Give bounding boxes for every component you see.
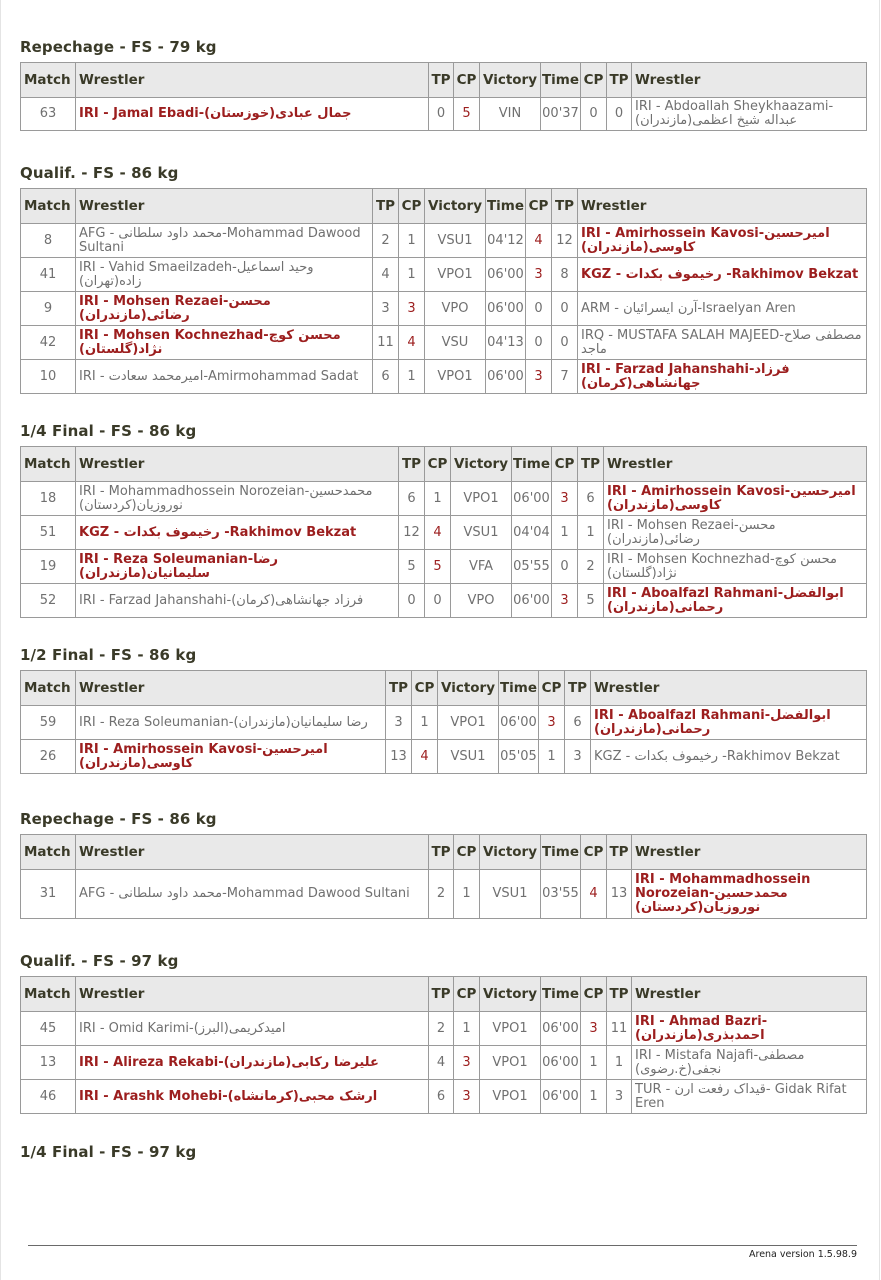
technical-points-left: 12: [399, 516, 425, 550]
classification-points-right: 4: [526, 224, 552, 258]
classification-points-left: 5: [425, 550, 451, 584]
victory-type: VIN: [480, 98, 541, 131]
header-victory: Victory: [480, 977, 541, 1012]
classification-points-left: 3: [454, 1080, 480, 1114]
classification-points-left: 0: [425, 584, 451, 618]
classification-points-right: 3: [526, 360, 552, 394]
match-number: 63: [21, 98, 76, 131]
bracket-section: [20, 646, 866, 774]
header-victory: Victory: [480, 63, 541, 98]
header-match: Match: [21, 835, 76, 870]
technical-points-right: 0: [607, 98, 632, 131]
technical-points-right: 5: [578, 584, 604, 618]
table-header-row: [21, 189, 867, 224]
technical-points-left: 3: [373, 292, 399, 326]
match-number: 59: [21, 706, 76, 740]
header-wrestler: Wrestler: [76, 835, 429, 870]
technical-points-right: 3: [607, 1080, 632, 1114]
classification-points-left: 4: [412, 740, 438, 774]
wrestler-right: IRI - Mistafa Najafi-مصطفی نجفی(خ.رضوی): [632, 1046, 867, 1080]
table-row: [21, 482, 867, 516]
bracket-section: [20, 952, 866, 1114]
header-time: Time: [541, 63, 581, 98]
header-wrestler: Wrestler: [604, 447, 867, 482]
match-time: 03'55: [541, 870, 581, 919]
table-row: [21, 584, 867, 618]
table-row: [21, 740, 867, 774]
bracket-section: [20, 810, 866, 919]
footer-divider: [28, 1245, 857, 1246]
match-time: 06'00: [512, 482, 552, 516]
header-tp: TP: [607, 977, 632, 1012]
header-time: Time: [512, 447, 552, 482]
classification-points-left: 3: [454, 1046, 480, 1080]
header-tp: TP: [565, 671, 591, 706]
technical-points-left: 5: [399, 550, 425, 584]
match-number: 45: [21, 1012, 76, 1046]
bracket-section: [20, 422, 866, 618]
technical-points-left: 4: [429, 1046, 454, 1080]
bracket-section: [20, 164, 866, 394]
header-cp: CP: [526, 189, 552, 224]
wrestler-left: KGZ - رخیموف بکدات -Rakhimov Bekzat: [76, 516, 399, 550]
table-row: [21, 360, 867, 394]
classification-points-right: 3: [552, 482, 578, 516]
technical-points-left: 6: [373, 360, 399, 394]
technical-points-right: 13: [607, 870, 632, 919]
header-tp: TP: [607, 63, 632, 98]
header-wrestler: Wrestler: [76, 189, 373, 224]
match-number: 13: [21, 1046, 76, 1080]
header-cp: CP: [425, 447, 451, 482]
header-victory: Victory: [425, 189, 486, 224]
header-cp: CP: [454, 63, 480, 98]
header-time: Time: [541, 835, 581, 870]
match-time: 06'00: [541, 1012, 581, 1046]
wrestler-right: IRI - Aboalfazl Rahmani-ابوالفضل رحمانی(مازندران): [604, 584, 867, 618]
wrestler-left: IRI - Jamal Ebadi-جمال عبادی(خوزستان): [76, 98, 429, 131]
header-match: Match: [21, 63, 76, 98]
classification-points-right: 0: [526, 326, 552, 360]
victory-type: VSU1: [480, 870, 541, 919]
table-row: [21, 1080, 867, 1114]
classification-points-left: 1: [399, 360, 425, 394]
header-wrestler: Wrestler: [578, 189, 867, 224]
header-wrestler: Wrestler: [76, 671, 386, 706]
wrestler-left: IRI - Reza Soleumanian-رضا سلیمانیان(مازندران): [76, 550, 399, 584]
classification-points-right: 0: [581, 98, 607, 131]
results-table: [20, 976, 867, 1114]
table-header-row: [21, 977, 867, 1012]
technical-points-left: 13: [386, 740, 412, 774]
bracket-section: [20, 1143, 866, 1167]
victory-type: VSU: [425, 326, 486, 360]
wrestler-right: IRI - Mohsen Kochnezhad-محسن کوچ نژاد(گلستان): [604, 550, 867, 584]
table-row: [21, 870, 867, 919]
section-title: Repechage - FS - 86 kg: [20, 810, 217, 828]
header-tp: TP: [429, 977, 454, 1012]
classification-points-right: 1: [581, 1046, 607, 1080]
table-row: [21, 1012, 867, 1046]
header-cp: CP: [454, 977, 480, 1012]
match-time: 05'55: [512, 550, 552, 584]
technical-points-left: 2: [373, 224, 399, 258]
table-header-row: [21, 835, 867, 870]
classification-points-left: 3: [399, 292, 425, 326]
table-row: [21, 706, 867, 740]
wrestler-left: IRI - Mohsen Kochnezhad-محسن کوچ نژاد(گلستان): [76, 326, 373, 360]
table-row: [21, 224, 867, 258]
wrestler-left: IRI - Vahid Smaeilzadeh-وحید اسماعیل زاده(تهران): [76, 258, 373, 292]
header-match: Match: [21, 977, 76, 1012]
wrestler-left: AFG - محمد داود سلطانی-Mohammad Dawood Sultani: [76, 870, 429, 919]
technical-points-left: 6: [429, 1080, 454, 1114]
table-row: [21, 1046, 867, 1080]
table-header-row: [21, 447, 867, 482]
classification-points-right: 4: [581, 870, 607, 919]
match-number: 19: [21, 550, 76, 584]
classification-points-left: 4: [425, 516, 451, 550]
technical-points-right: 0: [552, 292, 578, 326]
header-wrestler: Wrestler: [76, 63, 429, 98]
wrestler-left: IRI - امیرمحمد سعادت-Amirmohammad Sadat: [76, 360, 373, 394]
header-time: Time: [499, 671, 539, 706]
table-row: [21, 98, 867, 131]
header-wrestler: Wrestler: [632, 63, 867, 98]
wrestler-left: IRI - Farzad Jahanshahi-فرزاد جهانشاهی(کرمان): [76, 584, 399, 618]
footer-version: Arena version 1.5.98.9: [749, 1249, 857, 1260]
match-time: 04'12: [486, 224, 526, 258]
technical-points-left: 2: [429, 870, 454, 919]
wrestler-right: IRI - Mohsen Rezaei-محسن رضائی(مازندران): [604, 516, 867, 550]
classification-points-left: 1: [399, 258, 425, 292]
header-cp: CP: [552, 447, 578, 482]
header-cp: CP: [454, 835, 480, 870]
wrestler-right: IRI - Aboalfazl Rahmani-ابوالفضل رحمانی(مازندران): [591, 706, 867, 740]
victory-type: VSU1: [425, 224, 486, 258]
technical-points-right: 0: [552, 326, 578, 360]
table-header-row: [21, 671, 867, 706]
match-number: 31: [21, 870, 76, 919]
section-title: 1/4 Final - FS - 97 kg: [20, 1143, 197, 1161]
technical-points-left: 0: [429, 98, 454, 131]
technical-points-left: 6: [399, 482, 425, 516]
header-wrestler: Wrestler: [632, 835, 867, 870]
match-number: 41: [21, 258, 76, 292]
victory-type: VPO1: [451, 482, 512, 516]
header-cp: CP: [539, 671, 565, 706]
wrestler-left: IRI - Mohammadhossein Norozeian-محمدحسین نوروزیان(کردستان): [76, 482, 399, 516]
classification-points-left: 5: [454, 98, 480, 131]
match-time: 05'05: [499, 740, 539, 774]
victory-type: VPO1: [425, 360, 486, 394]
wrestler-right: KGZ - رخیموف بکدات -Rakhimov Bekzat: [591, 740, 867, 774]
header-time: Time: [541, 977, 581, 1012]
header-cp: CP: [581, 63, 607, 98]
bracket-section: [20, 38, 866, 131]
match-number: 26: [21, 740, 76, 774]
match-time: 04'04: [512, 516, 552, 550]
wrestler-right: IRI - Abdoallah Sheykhaazami-عبداله شیخ اعظمی(مازندران): [632, 98, 867, 131]
match-number: 9: [21, 292, 76, 326]
classification-points-right: 0: [552, 550, 578, 584]
wrestler-right: IRI - Amirhossein Kavosi-امیرحسین کاوسی(مازندران): [604, 482, 867, 516]
classification-points-right: 3: [552, 584, 578, 618]
technical-points-right: 6: [578, 482, 604, 516]
victory-type: VFA: [451, 550, 512, 584]
header-wrestler: Wrestler: [76, 447, 399, 482]
wrestler-left: IRI - Amirhossein Kavosi-امیرحسین کاوسی(مازندران): [76, 740, 386, 774]
classification-points-left: 1: [425, 482, 451, 516]
match-number: 42: [21, 326, 76, 360]
technical-points-right: 11: [607, 1012, 632, 1046]
table-row: [21, 550, 867, 584]
wrestler-right: KGZ - رخیموف بکدات -Rakhimov Bekzat: [578, 258, 867, 292]
technical-points-right: 2: [578, 550, 604, 584]
classification-points-right: 0: [526, 292, 552, 326]
wrestler-right: ARM - آرن ایسرائیان-Israelyan Aren: [578, 292, 867, 326]
table-row: [21, 516, 867, 550]
classification-points-left: 1: [399, 224, 425, 258]
section-title: 1/2 Final - FS - 86 kg: [20, 646, 197, 664]
header-cp: CP: [412, 671, 438, 706]
wrestler-right: IRI - Amirhossein Kavosi-امیرحسین کاوسی(مازندران): [578, 224, 867, 258]
section-title: Qualif. - FS - 97 kg: [20, 952, 179, 970]
match-time: 06'00: [541, 1046, 581, 1080]
classification-points-left: 4: [399, 326, 425, 360]
header-victory: Victory: [480, 835, 541, 870]
header-time: Time: [486, 189, 526, 224]
match-number: 18: [21, 482, 76, 516]
classification-points-left: 1: [412, 706, 438, 740]
victory-type: VPO1: [480, 1080, 541, 1114]
wrestler-right: TUR - قیداک رفعت ارن- Gidak Rifat Eren: [632, 1080, 867, 1114]
table-header-row: [21, 63, 867, 98]
wrestler-left: IRI - Mohsen Rezaei-محسن رضائی(مازندران): [76, 292, 373, 326]
header-match: Match: [21, 189, 76, 224]
wrestler-left: IRI - Reza Soleumanian-رضا سلیمانیان(مازندران): [76, 706, 386, 740]
match-time: 00'37: [541, 98, 581, 131]
wrestler-right: IRI - Ahmad Bazri-احمدبذری(مازندران): [632, 1012, 867, 1046]
victory-type: VSU1: [438, 740, 499, 774]
match-number: 51: [21, 516, 76, 550]
match-number: 8: [21, 224, 76, 258]
classification-points-left: 1: [454, 1012, 480, 1046]
classification-points-right: 1: [552, 516, 578, 550]
match-number: 10: [21, 360, 76, 394]
technical-points-left: 2: [429, 1012, 454, 1046]
header-tp: TP: [429, 835, 454, 870]
classification-points-right: 3: [526, 258, 552, 292]
technical-points-right: 3: [565, 740, 591, 774]
technical-points-right: 7: [552, 360, 578, 394]
header-cp: CP: [581, 977, 607, 1012]
header-tp: TP: [373, 189, 399, 224]
match-time: 06'00: [541, 1080, 581, 1114]
header-tp: TP: [386, 671, 412, 706]
wrestler-left: IRI - Alireza Rekabi-علیرضا رکابی(مازندران): [76, 1046, 429, 1080]
header-wrestler: Wrestler: [76, 977, 429, 1012]
section-title: Repechage - FS - 79 kg: [20, 38, 217, 56]
results-table: [20, 188, 867, 394]
victory-type: VPO: [451, 584, 512, 618]
wrestler-left: AFG - محمد داود سلطانی-Mohammad Dawood Sultani: [76, 224, 373, 258]
match-number: 52: [21, 584, 76, 618]
wrestler-left: IRI - Arashk Mohebi-ارشک محبی(کرمانشاه): [76, 1080, 429, 1114]
header-victory: Victory: [438, 671, 499, 706]
match-time: 04'13: [486, 326, 526, 360]
victory-type: VSU1: [451, 516, 512, 550]
technical-points-right: 6: [565, 706, 591, 740]
technical-points-right: 1: [607, 1046, 632, 1080]
header-wrestler: Wrestler: [632, 977, 867, 1012]
match-time: 06'00: [486, 258, 526, 292]
technical-points-right: 1: [578, 516, 604, 550]
header-wrestler: Wrestler: [591, 671, 867, 706]
match-time: 06'00: [486, 292, 526, 326]
results-table: [20, 670, 867, 774]
header-tp: TP: [429, 63, 454, 98]
technical-points-right: 12: [552, 224, 578, 258]
header-cp: CP: [581, 835, 607, 870]
victory-type: VPO1: [480, 1046, 541, 1080]
classification-points-left: 1: [454, 870, 480, 919]
results-table: [20, 446, 867, 618]
match-number: 46: [21, 1080, 76, 1114]
table-row: [21, 258, 867, 292]
technical-points-left: 0: [399, 584, 425, 618]
classification-points-right: 3: [539, 706, 565, 740]
victory-type: VPO: [425, 292, 486, 326]
victory-type: VPO1: [438, 706, 499, 740]
table-row: [21, 292, 867, 326]
section-title: 1/4 Final - FS - 86 kg: [20, 422, 197, 440]
victory-type: VPO1: [425, 258, 486, 292]
header-match: Match: [21, 671, 76, 706]
wrestler-right: IRI - Mohammadhossein Norozeian-محمدحسین نوروزیان(کردستان): [632, 870, 867, 919]
section-title: Qualif. - FS - 86 kg: [20, 164, 179, 182]
header-cp: CP: [399, 189, 425, 224]
victory-type: VPO1: [480, 1012, 541, 1046]
match-time: 06'00: [486, 360, 526, 394]
technical-points-left: 4: [373, 258, 399, 292]
header-tp: TP: [607, 835, 632, 870]
header-victory: Victory: [451, 447, 512, 482]
classification-points-right: 1: [539, 740, 565, 774]
results-table: [20, 62, 867, 131]
technical-points-right: 8: [552, 258, 578, 292]
header-match: Match: [21, 447, 76, 482]
header-tp: TP: [578, 447, 604, 482]
classification-points-right: 3: [581, 1012, 607, 1046]
technical-points-left: 3: [386, 706, 412, 740]
header-tp: TP: [552, 189, 578, 224]
match-time: 06'00: [512, 584, 552, 618]
technical-points-left: 11: [373, 326, 399, 360]
wrestler-right: IRI - Farzad Jahanshahi-فرزاد جهانشاهی(کرمان): [578, 360, 867, 394]
wrestler-right: IRQ - MUSTAFA SALAH MAJEED-مصطفی صلاح ماجد: [578, 326, 867, 360]
results-table: [20, 834, 867, 919]
match-time: 06'00: [499, 706, 539, 740]
wrestler-left: IRI - Omid Karimi-امیدکریمی(البرز): [76, 1012, 429, 1046]
table-row: [21, 326, 867, 360]
header-tp: TP: [399, 447, 425, 482]
classification-points-right: 1: [581, 1080, 607, 1114]
